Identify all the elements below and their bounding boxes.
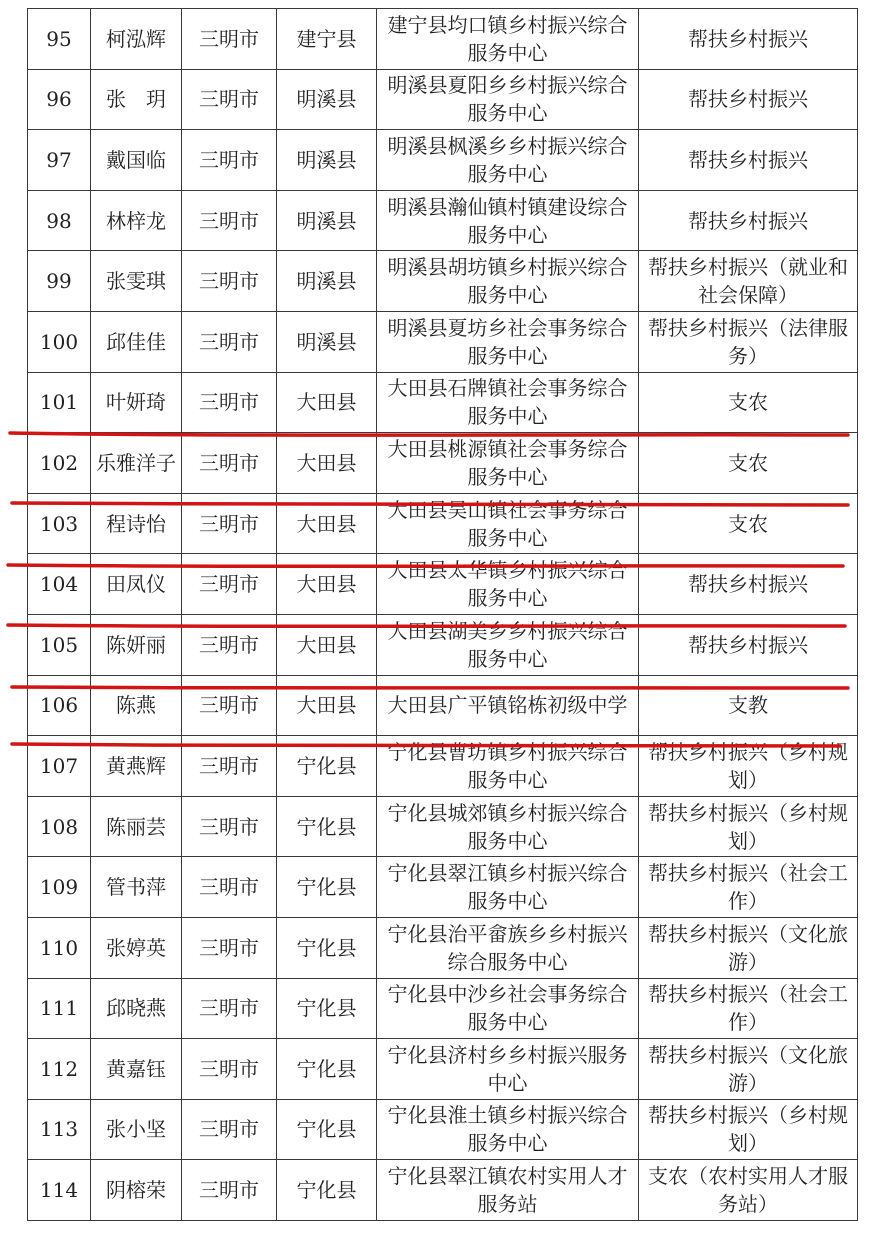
row-number: 106	[28, 675, 91, 736]
unit-cell: 宁化县城郊镇乡村振兴综合服务中心	[377, 796, 639, 857]
city-cell: 三明市	[182, 130, 277, 191]
post-cell: 帮扶乡村振兴（乡村规划）	[639, 1099, 858, 1160]
table-row	[28, 190, 858, 251]
person-name: 戴国临	[91, 130, 182, 191]
county-cell: 宁化县	[277, 1039, 377, 1100]
city-cell: 三明市	[182, 1160, 277, 1221]
table-row	[28, 372, 858, 433]
row-number: 102	[28, 433, 91, 494]
county-cell: 宁化县	[277, 917, 377, 978]
city-cell: 三明市	[182, 372, 277, 433]
table-row	[28, 796, 858, 857]
post-cell: 帮扶乡村振兴	[639, 9, 858, 70]
table-row	[28, 554, 858, 615]
city-cell: 三明市	[182, 9, 277, 70]
table-row	[28, 69, 858, 130]
county-cell: 大田县	[277, 372, 377, 433]
city-cell: 三明市	[182, 857, 277, 918]
post-cell: 支农	[639, 493, 858, 554]
person-name: 陈丽芸	[91, 796, 182, 857]
city-cell: 三明市	[182, 311, 277, 372]
county-cell: 大田县	[277, 614, 377, 675]
person-name: 田凤仪	[91, 554, 182, 615]
city-cell: 三明市	[182, 917, 277, 978]
unit-cell: 建宁县均口镇乡村振兴综合服务中心	[377, 9, 639, 70]
post-cell: 帮扶乡村振兴（社会工作）	[639, 978, 858, 1039]
post-cell: 帮扶乡村振兴（乡村规划）	[639, 736, 858, 797]
person-name: 叶妍琦	[91, 372, 182, 433]
table-row	[28, 917, 858, 978]
unit-cell: 大田县吴山镇社会事务综合服务中心	[377, 493, 639, 554]
row-number: 107	[28, 736, 91, 797]
county-cell: 宁化县	[277, 857, 377, 918]
unit-cell: 大田县太华镇乡村振兴综合服务中心	[377, 554, 639, 615]
table-row	[28, 614, 858, 675]
row-number: 114	[28, 1160, 91, 1221]
post-cell: 帮扶乡村振兴	[639, 554, 858, 615]
county-cell: 明溪县	[277, 190, 377, 251]
county-cell: 宁化县	[277, 1099, 377, 1160]
county-cell: 明溪县	[277, 251, 377, 312]
county-cell: 大田县	[277, 493, 377, 554]
unit-cell: 明溪县胡坊镇乡村振兴综合服务中心	[377, 251, 639, 312]
post-cell: 帮扶乡村振兴（文化旅游）	[639, 917, 858, 978]
unit-cell: 宁化县治平畲族乡乡村振兴综合服务中心	[377, 917, 639, 978]
table-row	[28, 1099, 858, 1160]
row-number: 110	[28, 917, 91, 978]
unit-cell: 明溪县瀚仙镇村镇建设综合服务中心	[377, 190, 639, 251]
person-name: 邱佳佳	[91, 311, 182, 372]
county-cell: 宁化县	[277, 736, 377, 797]
post-cell: 帮扶乡村振兴	[639, 190, 858, 251]
row-number: 109	[28, 857, 91, 918]
person-name: 陈妍丽	[91, 614, 182, 675]
row-number: 99	[28, 251, 91, 312]
row-number: 101	[28, 372, 91, 433]
city-cell: 三明市	[182, 493, 277, 554]
post-cell: 支农	[639, 433, 858, 494]
person-name: 陈燕	[91, 675, 182, 736]
unit-cell: 明溪县夏坊乡社会事务综合服务中心	[377, 311, 639, 372]
post-cell: 帮扶乡村振兴	[639, 69, 858, 130]
row-number: 105	[28, 614, 91, 675]
post-cell: 支教	[639, 675, 858, 736]
city-cell: 三明市	[182, 251, 277, 312]
city-cell: 三明市	[182, 69, 277, 130]
county-cell: 明溪县	[277, 311, 377, 372]
person-name: 柯泓辉	[91, 9, 182, 70]
row-number: 95	[28, 9, 91, 70]
row-number: 104	[28, 554, 91, 615]
row-number: 108	[28, 796, 91, 857]
county-cell: 明溪县	[277, 130, 377, 191]
person-name: 黄燕辉	[91, 736, 182, 797]
person-name: 黄嘉钰	[91, 1039, 182, 1100]
person-name: 林梓龙	[91, 190, 182, 251]
person-name: 张 玥	[91, 69, 182, 130]
row-number: 100	[28, 311, 91, 372]
person-name: 邱晓燕	[91, 978, 182, 1039]
city-cell: 三明市	[182, 736, 277, 797]
table-row	[28, 1039, 858, 1100]
unit-cell: 宁化县中沙乡社会事务综合服务中心	[377, 978, 639, 1039]
unit-cell: 大田县广平镇铭栋初级中学	[377, 675, 639, 736]
county-cell: 大田县	[277, 433, 377, 494]
post-cell: 帮扶乡村振兴（文化旅游）	[639, 1039, 858, 1100]
person-name: 程诗怡	[91, 493, 182, 554]
city-cell: 三明市	[182, 1039, 277, 1100]
table-row	[28, 675, 858, 736]
city-cell: 三明市	[182, 554, 277, 615]
post-cell: 帮扶乡村振兴（法律服务）	[639, 311, 858, 372]
table-row	[28, 251, 858, 312]
post-cell: 帮扶乡村振兴（乡村规划）	[639, 796, 858, 857]
unit-cell: 宁化县翠江镇乡村振兴综合服务中心	[377, 857, 639, 918]
table-row	[28, 1160, 858, 1221]
row-number: 103	[28, 493, 91, 554]
unit-cell: 宁化县济村乡乡村振兴服务中心	[377, 1039, 639, 1100]
county-cell: 大田县	[277, 675, 377, 736]
post-cell: 帮扶乡村振兴（就业和社会保障）	[639, 251, 858, 312]
row-number: 111	[28, 978, 91, 1039]
unit-cell: 明溪县夏阳乡乡村振兴综合服务中心	[377, 69, 639, 130]
person-name: 张雯琪	[91, 251, 182, 312]
table-row	[28, 433, 858, 494]
unit-cell: 宁化县淮土镇乡村振兴综合服务中心	[377, 1099, 639, 1160]
post-cell: 支农	[639, 372, 858, 433]
table-row	[28, 978, 858, 1039]
table-row	[28, 857, 858, 918]
unit-cell: 大田县湖美乡乡村振兴综合服务中心	[377, 614, 639, 675]
city-cell: 三明市	[182, 614, 277, 675]
city-cell: 三明市	[182, 675, 277, 736]
unit-cell: 宁化县翠江镇农村实用人才服务站	[377, 1160, 639, 1221]
row-number: 112	[28, 1039, 91, 1100]
city-cell: 三明市	[182, 978, 277, 1039]
roster-table	[27, 8, 858, 1221]
person-name: 张婷英	[91, 917, 182, 978]
county-cell: 宁化县	[277, 796, 377, 857]
table-row	[28, 736, 858, 797]
city-cell: 三明市	[182, 796, 277, 857]
unit-cell: 明溪县枫溪乡乡村振兴综合服务中心	[377, 130, 639, 191]
county-cell: 大田县	[277, 554, 377, 615]
table-row	[28, 130, 858, 191]
person-name: 管书萍	[91, 857, 182, 918]
city-cell: 三明市	[182, 1099, 277, 1160]
post-cell: 帮扶乡村振兴	[639, 614, 858, 675]
row-number: 113	[28, 1099, 91, 1160]
county-cell: 宁化县	[277, 1160, 377, 1221]
roster-table-body	[28, 9, 858, 1221]
table-row	[28, 9, 858, 70]
city-cell: 三明市	[182, 433, 277, 494]
row-number: 96	[28, 69, 91, 130]
row-number: 97	[28, 130, 91, 191]
unit-cell: 大田县石牌镇社会事务综合服务中心	[377, 372, 639, 433]
unit-cell: 大田县桃源镇社会事务综合服务中心	[377, 433, 639, 494]
post-cell: 帮扶乡村振兴	[639, 130, 858, 191]
county-cell: 宁化县	[277, 978, 377, 1039]
city-cell: 三明市	[182, 190, 277, 251]
post-cell: 支农（农村实用人才服务站）	[639, 1160, 858, 1221]
table-row	[28, 493, 858, 554]
unit-cell: 宁化县曹坊镇乡村振兴综合服务中心	[377, 736, 639, 797]
person-name: 乐雅洋子	[91, 433, 182, 494]
person-name: 阴榕荣	[91, 1160, 182, 1221]
county-cell: 明溪县	[277, 69, 377, 130]
row-number: 98	[28, 190, 91, 251]
table-row	[28, 311, 858, 372]
post-cell: 帮扶乡村振兴（社会工作）	[639, 857, 858, 918]
person-name: 张小坚	[91, 1099, 182, 1160]
county-cell: 建宁县	[277, 9, 377, 70]
